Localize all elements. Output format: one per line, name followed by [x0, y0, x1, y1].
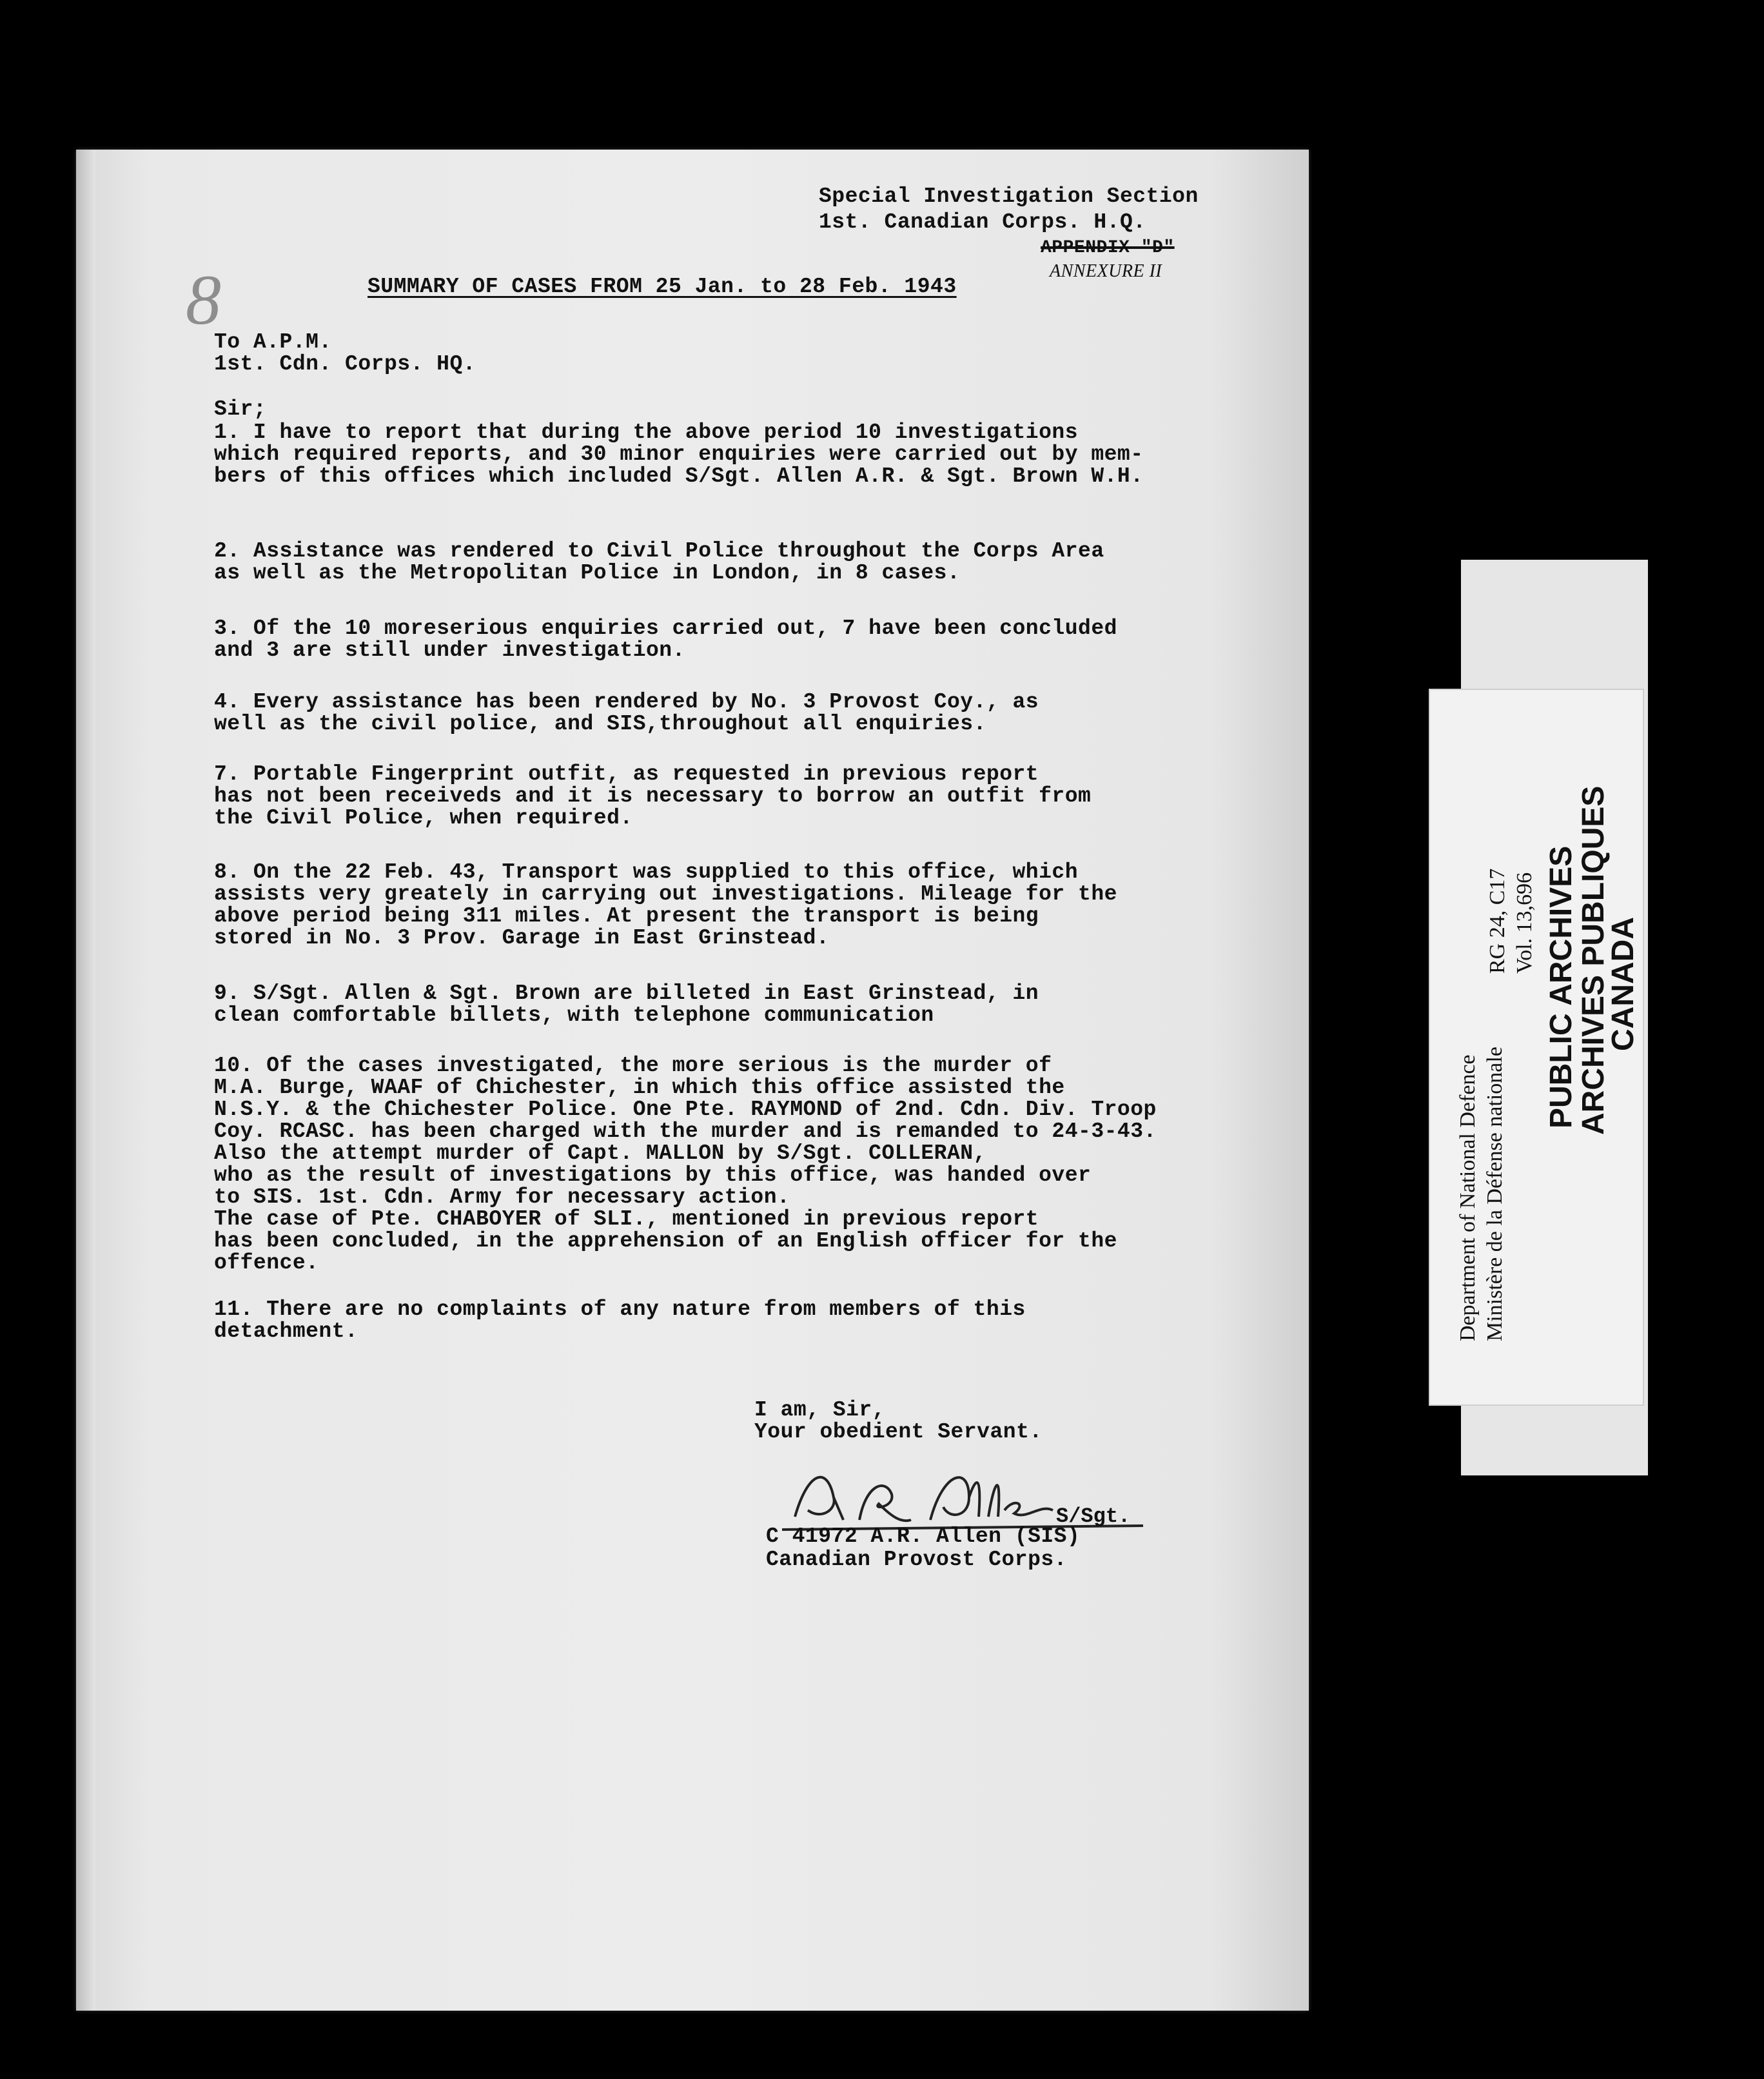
- body-line: stored in No. 3 Prov. Garage in East Grinstead.: [214, 926, 830, 950]
- body-line: Coy. RCASC. has been charged with the murder and is remanded to 24-3-43.: [214, 1119, 1157, 1143]
- body-line: as well as the Metropolitan Police in London, in 8 cases.: [214, 561, 961, 585]
- header-appendix-struck: APPENDIX "D": [1041, 238, 1175, 258]
- archive-label: [1429, 689, 1644, 1406]
- addressee-line1: To A.P.M.: [214, 330, 332, 354]
- body-line: 10. Of the cases investigated, the more serious is the murder of: [214, 1054, 1052, 1078]
- handwritten-page-number: 8: [186, 261, 221, 339]
- body-line: 8. On the 22 Feb. 43, Transport was supplied to this office, which: [214, 860, 1079, 884]
- header-annexure-handwritten: ANNEXURE II: [1050, 261, 1162, 281]
- closing-line2: Your obedient Servant.: [754, 1420, 1043, 1444]
- closing-line1: I am, Sir,: [754, 1398, 886, 1422]
- label-vol: Vol. 13,696: [1513, 872, 1536, 974]
- label-dept-en: Department of National Defence: [1456, 1054, 1480, 1341]
- body-line: assists very greately in carrying out investigations. Mileage for the: [214, 882, 1117, 906]
- body-line: above period being 311 miles. At present the transport is being: [214, 904, 1039, 928]
- body-line: bers of this offices which included S/Sgt. Allen A.R. & Sgt. Brown W.H.: [214, 464, 1144, 488]
- body-line: The case of Pte. CHABOYER of SLI., mentioned in previous report: [214, 1207, 1039, 1231]
- signer-unit: Canadian Provost Corps.: [766, 1548, 1067, 1572]
- body-line: has not been receiveds and it is necessary to borrow an outfit from: [214, 784, 1092, 808]
- body-line: the Civil Police, when required.: [214, 806, 633, 830]
- label-canada: CANADA: [1606, 917, 1640, 1051]
- body-line: M.A. Burge, WAAF of Chichester, in which this office assisted the: [214, 1076, 1065, 1099]
- body-line: to SIS. 1st. Cdn. Army for necessary action.: [214, 1185, 790, 1209]
- salutation: Sir;: [214, 397, 267, 421]
- body-line: N.S.Y. & the Chichester Police. One Pte. RAYMOND of 2nd. Cdn. Div. Troop: [214, 1098, 1157, 1121]
- body-line: 4. Every assistance has been rendered by No. 3 Provost Coy., as: [214, 690, 1039, 714]
- body-line: 3. Of the 10 moreserious enquiries carried out, 7 have been concluded: [214, 616, 1117, 640]
- body-line: Also the attempt murder of Capt. MALLON by S/Sgt. COLLERAN,: [214, 1141, 986, 1165]
- body-line: 2. Assistance was rendered to Civil Police throughout the Corps Area: [214, 539, 1104, 563]
- body-line: has been concluded, in the apprehension of an English officer for the: [214, 1229, 1117, 1253]
- signature-rank: S/Sgt.: [1056, 1504, 1131, 1528]
- label-dept-fr: Ministère de la Défense nationale: [1483, 1047, 1507, 1341]
- body-line: 7. Portable Fingerprint outfit, as requested in previous report: [214, 762, 1039, 786]
- body-line: offence.: [214, 1251, 319, 1275]
- document-page: [76, 150, 1309, 2011]
- label-archives-publiques: ARCHIVES PUBLIQUES: [1576, 785, 1611, 1135]
- addressee-line2: 1st. Cdn. Corps. HQ.: [214, 352, 476, 376]
- page-fold-shadow: [76, 150, 95, 2011]
- body-line: 1. I have to report that during the above period 10 investigations: [214, 420, 1079, 444]
- body-line: who as the result of investigations by this office, was handed over: [214, 1163, 1092, 1187]
- label-public-archives: PUBLIC ARCHIVES: [1544, 845, 1578, 1128]
- body-line: and 3 are still under investigation.: [214, 638, 685, 662]
- body-line: clean comfortable billets, with telephone communication: [214, 1003, 934, 1027]
- body-line: 9. S/Sgt. Allen & Sgt. Brown are billeted in East Grinstead, in: [214, 981, 1039, 1005]
- label-rg: RG 24, C17: [1485, 868, 1509, 974]
- body-line: 11. There are no complaints of any nature from members of this: [214, 1297, 1026, 1321]
- body-line: detachment.: [214, 1319, 358, 1343]
- header-corps: 1st. Canadian Corps. H.Q.: [819, 210, 1146, 234]
- body-line: well as the civil police, and SIS,throughout all enquiries.: [214, 712, 986, 736]
- header-section-name: Special Investigation Section: [819, 184, 1199, 208]
- document-title: SUMMARY OF CASES FROM 25 Jan. to 28 Feb. 1943: [368, 275, 957, 299]
- body-line: which required reports, and 30 minor enquiries were carried out by mem-: [214, 442, 1144, 466]
- signer-name-line: C 41972 A.R. Allen (SIS): [766, 1524, 1081, 1548]
